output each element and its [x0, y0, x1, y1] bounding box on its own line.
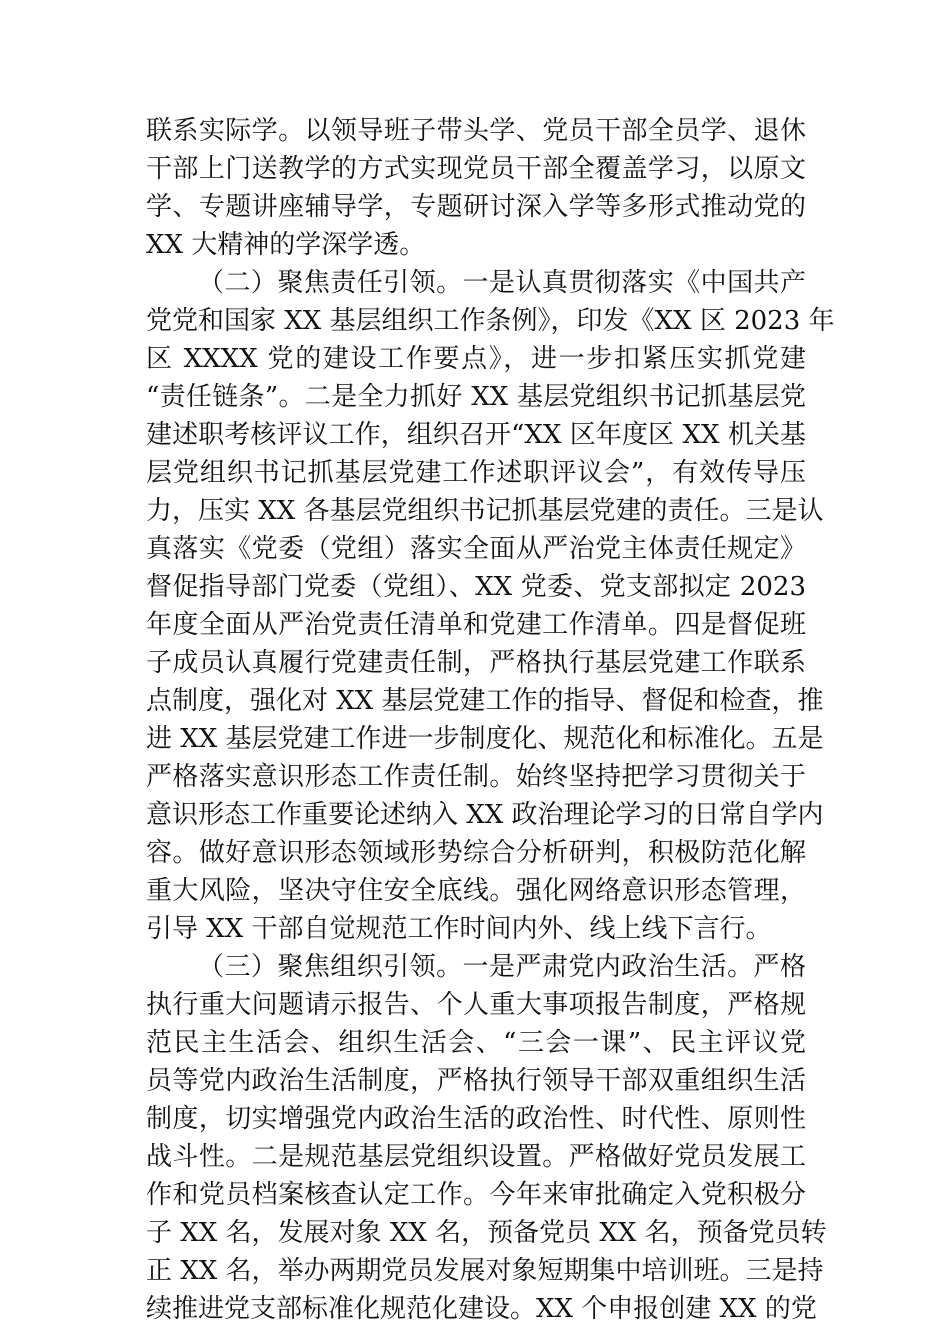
- text-line: 层党组织书记抓基层党建工作述职评议会”，有效传导压: [146, 458, 806, 488]
- text-line: 学、专题讲座辅导学，专题研讨深入学等多形式推动党的: [146, 192, 806, 222]
- text-line: 年度全面从严治党责任清单和党建工作清单。四是督促班: [146, 610, 806, 640]
- text-line: 容。做好意识形态领域形势综合分析研判，积极防范化解: [146, 838, 806, 868]
- text-line: 范民主生活会、组织生活会、“三会一课”、民主评议党: [146, 1028, 806, 1058]
- text-line: 续推进党支部标准化规范化建设。XX 个申报创建 XX 的党: [146, 1294, 817, 1324]
- text-line: 党党和国家 XX 基层组织工作条例》，印发《XX 区 2023 年: [146, 306, 835, 336]
- text-line: 干部上门送教学的方式实现党员干部全覆盖学习，以原文: [146, 154, 806, 184]
- text-line: 正 XX 名，举办两期党员发展对象短期集中培训班。三是持: [146, 1256, 824, 1286]
- text-line: 制度，切实增强党内政治生活的政治性、时代性、原则性: [146, 1104, 806, 1134]
- text-line: 督促指导部门党委（党组）、XX 党委、党支部拟定 2023: [146, 572, 806, 602]
- text-line: 子 XX 名，发展对象 XX 名，预备党员 XX 名，预备党员转: [146, 1218, 827, 1248]
- text-line: 员等党内政治生活制度，严格执行领导干部双重组织生活: [146, 1066, 806, 1096]
- text-line: 作和党员档案核查认定工作。今年来审批确定入党积极分: [146, 1180, 806, 1210]
- text-line: 引导 XX 干部自觉规范工作时间内外、线上线下言行。: [146, 914, 772, 944]
- text-line: 严格落实意识形态工作责任制。始终坚持把学习贯彻关于: [146, 762, 806, 792]
- text-line: 真落实《党委（党组）落实全面从严治党主体责任规定》: [146, 534, 806, 564]
- text-line: 战斗性。二是规范基层党组织设置。严格做好党员发展工: [146, 1142, 806, 1172]
- text-line: 执行重大问题请示报告、个人重大事项报告制度，严格规: [146, 990, 806, 1020]
- paragraph-start-line: （二）聚焦责任引领。一是认真贯彻落实《中国共产: [198, 268, 806, 298]
- text-line: 子成员认真履行党建责任制，严格执行基层党建工作联系: [146, 648, 806, 678]
- text-line: “责任链条”。二是全力抓好 XX 基层党组织书记抓基层党: [146, 382, 806, 412]
- text-line: XX 大精神的学深学透。: [146, 230, 426, 260]
- text-line: 力，压实 XX 各基层党组织书记抓基层党建的责任。三是认: [146, 496, 824, 526]
- text-line: 建述职考核评议工作，组织召开“XX 区年度区 XX 机关基: [146, 420, 806, 450]
- text-line: 点制度，强化对 XX 基层党建工作的指导、督促和检查，推: [146, 686, 824, 716]
- document-body: [146, 112, 835, 1328]
- text-line: 意识形态工作重要论述纳入 XX 政治理论学习的日常自学内: [146, 800, 824, 830]
- text-line: 区 XXXX 党的建设工作要点》，进一步扣紧压实抓党建: [146, 344, 806, 374]
- paragraph-start-line: （三）聚焦组织引领。一是严肃党内政治生活。严格: [198, 952, 806, 982]
- text-line: 联系实际学。以领导班子带头学、党员干部全员学、退休: [146, 116, 806, 146]
- text-line: 进 XX 基层党建工作进一步制度化、规范化和标准化。五是: [146, 724, 824, 754]
- text-line: 重大风险，坚决守住安全底线。强化网络意识形态管理，: [146, 876, 806, 906]
